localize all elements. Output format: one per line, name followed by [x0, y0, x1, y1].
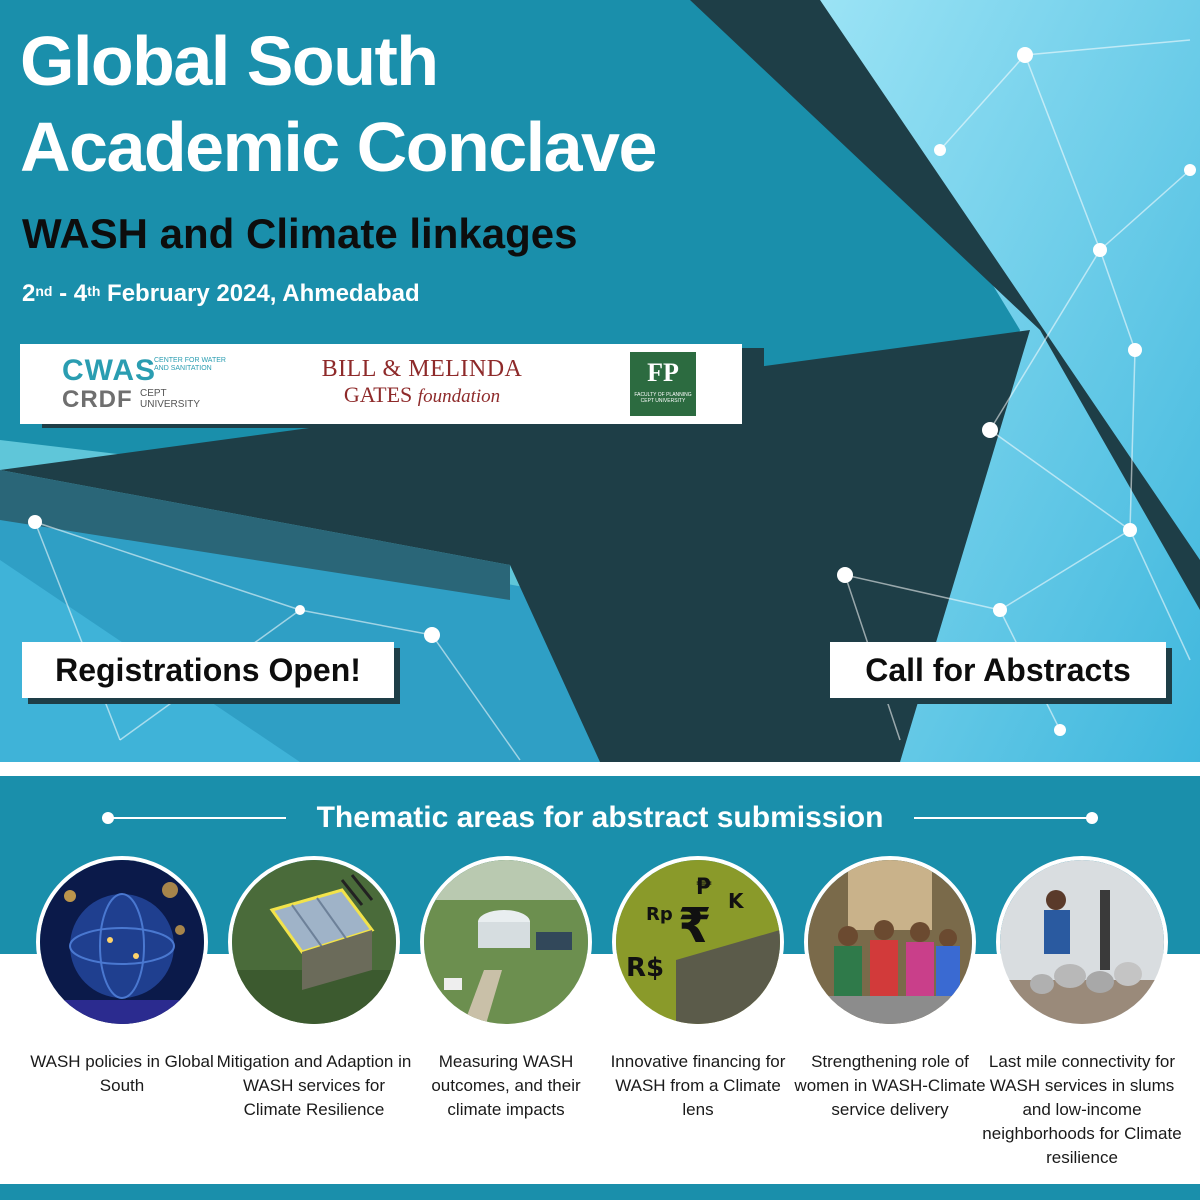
- call-for-abstracts-button[interactable]: Call for Abstracts: [830, 642, 1166, 698]
- cwas-tagline: CENTER FOR WATER AND SANITATION: [154, 357, 226, 372]
- gates-foundation-logo: [302, 356, 542, 412]
- date-rest: February 2024, Ahmedabad: [100, 280, 420, 307]
- solar-roof-icon: [228, 856, 400, 1028]
- real-symbol: R$: [626, 953, 665, 983]
- fp-sub: CEPT UNIVERSITY: [640, 398, 686, 404]
- date-end-suffix: th: [87, 283, 101, 299]
- event-title-line1: Global South: [20, 22, 438, 100]
- cept-university: [140, 388, 200, 410]
- globe-icon: [36, 856, 208, 1028]
- theme-label: Strengthening role of women in WASH-Climate service delivery: [794, 1052, 986, 1119]
- theme-label: Innovative financing for WASH from a Climate lens: [610, 1052, 786, 1119]
- themes-heading: Thematic areas for abstract submission: [316, 801, 884, 834]
- theme-label: Last mile connectivity for WASH services in slums and low-income neighborhoods for Climate resilience: [982, 1052, 1182, 1167]
- gates-name: GATES: [343, 382, 413, 407]
- theme-label: WASH policies in Global South: [30, 1052, 214, 1095]
- partner-logos: [20, 344, 742, 424]
- heading-dot-right: [1086, 812, 1098, 824]
- fp-mark: FP: [647, 358, 679, 387]
- university-text: UNIVERSITY: [140, 399, 201, 410]
- currency-icon: [612, 856, 784, 1028]
- cwas-logo-text: CWAS: [62, 354, 156, 387]
- peso-symbol: ₱: [696, 875, 712, 900]
- cept-text: CEPT: [140, 388, 167, 399]
- thematic-areas-section: [0, 776, 1200, 1200]
- date-separator: - 4: [52, 280, 88, 307]
- cwas-crdf-logo: [62, 354, 242, 416]
- heading-rule-right: [914, 817, 1092, 819]
- theme-label: Measuring WASH outcomes, and their climate impacts: [431, 1052, 581, 1119]
- faculty-of-planning-logo: [630, 352, 696, 416]
- event-title-line2: Academic Conclave: [20, 108, 656, 186]
- rupee-symbol: ₹: [678, 898, 712, 954]
- crdf-logo-text: CRDF: [62, 386, 133, 413]
- event-subtitle: WASH and Climate linkages: [22, 210, 578, 257]
- gates-line2: [302, 382, 542, 410]
- registrations-open-button[interactable]: Registrations Open!: [22, 642, 394, 698]
- rupiah-symbol: Rp: [646, 904, 673, 925]
- date-start: 2: [22, 280, 36, 307]
- fp-text: FACULTY OF PLANNING: [634, 392, 692, 398]
- event-title: [20, 18, 656, 190]
- foundation-word: foundation: [417, 386, 501, 407]
- theme-label: Mitigation and Adaption in WASH services for Climate Resilience: [216, 1052, 412, 1119]
- date-start-suffix: nd: [35, 283, 53, 299]
- kip-symbol: K: [728, 889, 744, 913]
- event-date-location: [22, 278, 420, 310]
- women-group-icon: [804, 856, 976, 1028]
- water-plant-icon: [420, 856, 592, 1028]
- gates-line1: BILL & MELINDA: [321, 356, 523, 382]
- water-pots-icon: [996, 856, 1168, 1028]
